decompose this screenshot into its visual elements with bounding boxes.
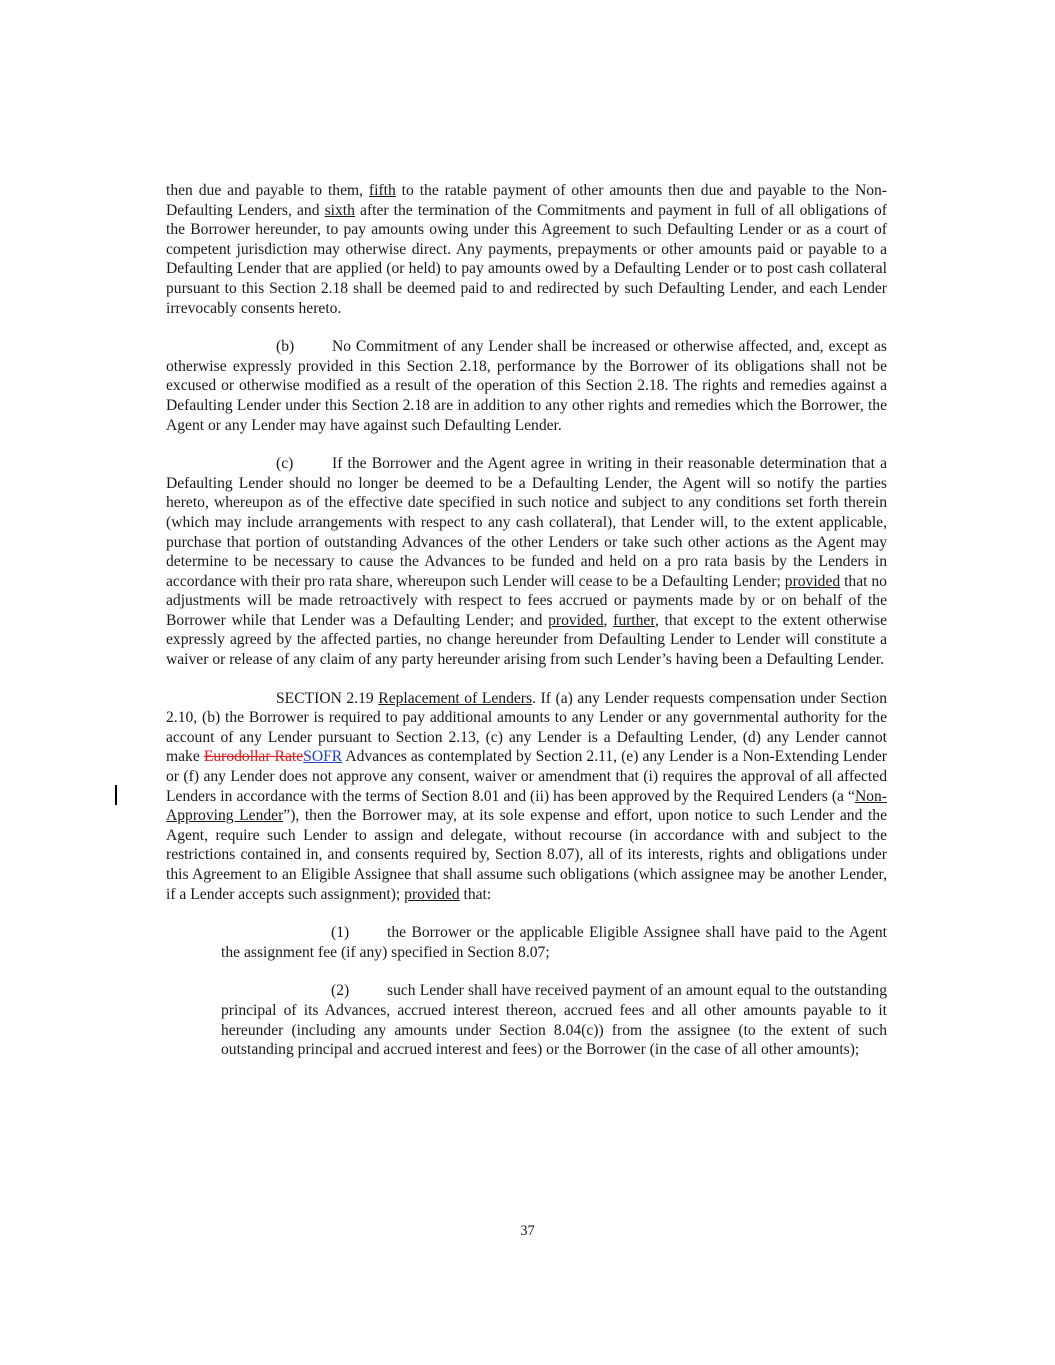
paragraph-c: (c) If the Borrower and the Agent agree in writing in their reasonable determination that a Defaulting Lender should no longer be deemed to be a Defaulting Lender, the Agent will so notify the parties hereto, whereupon as of the effective date specified in such notice and subject to any conditions set forth therein (which may include arrangements with respect to any cash collateral), that Lender will, to the extent applicable, purchase that portion of outstanding Advances of the other Lenders or take such other actions as the Agent may determine to be necessary to cause the Advances to be funded and held on a pro rata basis by the Lenders in accordance with their pro rata share, whereupon such Lender will cease to be a Defaulting Lender; provided that no adjustments will be made retroactively with respect to fees accrued or payments made by or on behalf of the Borrower while that Lender was a Defaulting Lender; and provided, further, that except to the extent otherwise expressly agreed by the affected parties, no change hereunder from Defaulting Lender to Lender will constitute a waiver or release of any claim of any party hereunder arising from such Lender’s having been a Defaulting Lender.	[166, 455, 887, 669]
underlined-term-provided: provided	[548, 611, 604, 629]
list-item-label: (2)	[331, 982, 350, 1000]
document-body	[166, 181, 887, 1079]
section-2-19: SECTION 2.19 Replacement of Lenders. If (a) any Lender requests compensation under Section 2.10, (b) the Borrower is required to pay additional amounts to any Lender or any governmental authority for the account of any Lender pursuant to Section 2.13, (c) any Lender is a Defaulting Lender, (d) any Lender cannot make Eurodollar RateSOFR Advances as contemplated by Section 2.11, (e) any Lender is a Non-Extending Lender or (f) any Lender does not approve any consent, waiver or amendment that (i) requires the approval of all affected Lenders in accordance with the terms of Section 8.01 and (ii) has been approved by the Required Lenders (a “Non-Approving Lender”), then the Borrower may, at its sole expense and effort, upon notice to such Lender and the Agent, require such Lender to assign and delegate, without recourse (in accordance with and subject to the restrictions contained in, and consents required by, Section 8.07), all of its interests, rights and obligations under this Agreement to an Eligible Assignee that shall assume such obligations (which assignee may be another Lender, if a Lender accepts such assignment); provided that:	[166, 689, 887, 903]
underlined-term-provided: provided	[784, 572, 841, 590]
page-number: 37	[520, 1223, 535, 1239]
section-heading: SECTION 2.19	[276, 689, 379, 707]
list-item-1: (1) the Borrower or the applicable Eligible Assignee shall have paid to the Agent the assignment fee (if any) specified in Section 8.07;	[221, 924, 887, 961]
underlined-term-fifth: fifth	[368, 182, 396, 199]
list-item-label: (1)	[331, 924, 350, 942]
deleted-text: Eurodollar Rate	[203, 748, 304, 766]
underlined-term-further: further	[613, 611, 655, 629]
paragraph-label: (c)	[276, 455, 294, 473]
underlined-term-sixth: sixth	[324, 201, 355, 219]
paragraph-label: (b)	[276, 338, 295, 356]
paragraph-b: (b) No Commitment of any Lender shall be increased or otherwise affected, and, except as otherwise expressly provided in this Section 2.18, performance by the Borrower of its obligations shall not be excused or otherwise modified as a result of the operation of this Section 2.18. The rights and remedies against a Defaulting Lender under this Section 2.18 are in addition to any other rights and remedies which the Borrower, the Agent or any Lender may have against such Defaulting Lender.	[166, 338, 887, 434]
paragraph-continuation: then due and payable to them, fifth to the ratable payment of other amounts then due and payable to the Non-Defaulting Lenders, and sixth after the termination of the Commitments and payment in full of all obligations of the Borrower hereunder, to pay amounts owing under this Agreement to such Defaulting Lender or as a court of competent jurisdiction may otherwise direct. Any payments, prepayments or other amounts paid or payable to a Defaulting Lender that are applied (or held) to pay amounts owed by a Defaulting Lender or to post cash collateral pursuant to this Section 2.18 shall be deemed paid to and redirected by such Defaulting Lender, and each Lender irrevocably consents hereto.	[166, 182, 887, 317]
defined-term-non-approving-lender: Non-Approving Lender	[166, 787, 887, 825]
section-title: Replacement of Lenders	[378, 689, 533, 707]
inserted-text: SOFR	[303, 748, 343, 766]
list-item-2: (2) such Lender shall have received payment of an amount equal to the outstanding principal of its Advances, accrued interest thereon, accrued fees and all other amounts payable to it hereunder (including any amounts under Section 8.04(c)) from the assignee (to the extent of such outstanding principal and accrued interest and fees) or the Borrower (in the case of all other amounts);	[221, 982, 887, 1059]
revision-change-bar	[115, 785, 117, 805]
underlined-term-provided: provided	[404, 885, 460, 903]
